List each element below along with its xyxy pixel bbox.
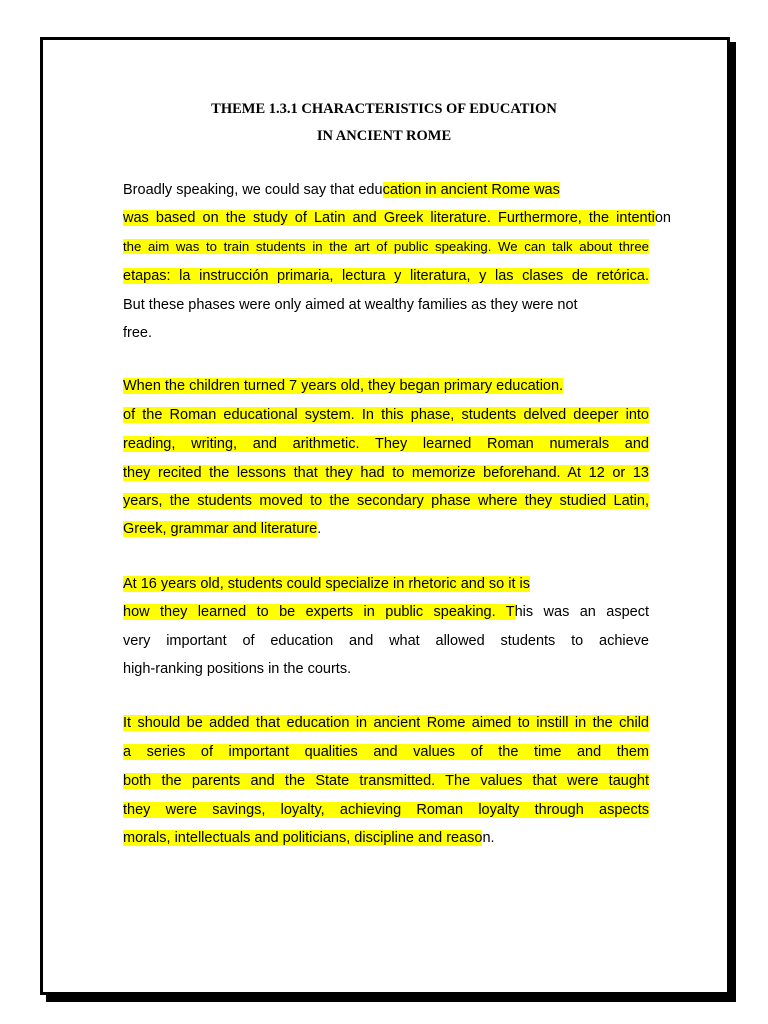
document-title-line-1: THEME 1.3.1 CHARACTERISTICS OF EDUCATION [211, 101, 557, 117]
paragraph-1-line-1: Broadly speaking, we could say that education in ancient Rome was [123, 182, 560, 198]
paragraph-3-line-3: very important of education and what allowed students to achieve [123, 633, 649, 649]
paragraph-1-line-3 [123, 238, 649, 256]
highlighted-text: Greek, grammar and literature [123, 521, 318, 537]
document-title-line-2: IN ANCIENT ROME [316, 128, 452, 144]
paragraph-2-line-2 [123, 406, 649, 424]
paragraph-3-line-4: high-ranking positions in the courts. [123, 661, 352, 677]
paragraph-2-line-5 [123, 492, 649, 510]
highlighted-text: both the parents and the State transmitted. The values that were taught [123, 773, 649, 789]
paragraph-1-line-6: free. [123, 325, 153, 341]
paragraph-3-line-1 [123, 575, 649, 593]
paragraph-2-line-3 [123, 435, 649, 453]
highlighted-text: When the children turned 7 years old, they began primary education. [123, 378, 564, 394]
highlighted-text: years, the students moved to the secondary phase where they studied Latin, [123, 493, 649, 509]
paragraph-4-line-2 [123, 743, 649, 761]
paragraph-4-line-1 [123, 714, 649, 732]
highlighted-text: they were savings, loyalty, achieving Roman loyalty through aspects [123, 802, 649, 818]
highlighted-text: was based on the study of Latin and Greek literature. Furthermore, the intenti [123, 210, 655, 226]
paragraph-4-line-4 [123, 801, 649, 819]
paragraph-1-line-5: But these phases were only aimed at wealthy families as they were not [123, 297, 578, 313]
paragraph-4-line-3 [123, 772, 649, 790]
paragraph-2-line-6: Greek, grammar and literature. [123, 521, 322, 537]
paragraph-2-line-4 [123, 464, 649, 482]
paragraph-1-line-2: was based on the study of Latin and Greek literature. Furthermore, the intention [123, 210, 671, 226]
paragraph-1-line-4 [123, 267, 649, 285]
highlighted-text: morals, intellectuals and politicians, discipline and reaso [123, 830, 483, 846]
paragraph-2-line-1 [123, 377, 649, 395]
highlighted-text: It should be added that education in ancient Rome aimed to instill in the child [123, 715, 649, 731]
paragraph-4-line-5: morals, intellectuals and politicians, discipline and reason. [123, 830, 495, 846]
highlighted-text: etapas: la instrucción primaria, lectura y literatura, y las clases de retórica. [123, 268, 649, 284]
highlighted-text: a series of important qualities and values of the time and them [123, 744, 649, 760]
highlighted-text: of the Roman educational system. In this phase, students delved deeper into [123, 407, 649, 423]
highlighted-text: they recited the lessons that they had to memorize beforehand. At 12 or 13 [123, 465, 649, 481]
highlighted-text: cation in ancient Rome was [382, 182, 560, 198]
highlighted-text: At 16 years old, students could specialize in rhetoric and so it is [123, 576, 531, 592]
highlighted-text: how they learned to be experts in public speaking. T [123, 604, 515, 620]
paragraph-3-line-2: how they learned to be experts in public speaking. This was an aspect [123, 604, 649, 620]
highlighted-text: the aim was to train students in the art of public speaking. We can talk about three [123, 239, 649, 254]
highlighted-text: reading, writing, and arithmetic. They learned Roman numerals and [123, 436, 649, 452]
